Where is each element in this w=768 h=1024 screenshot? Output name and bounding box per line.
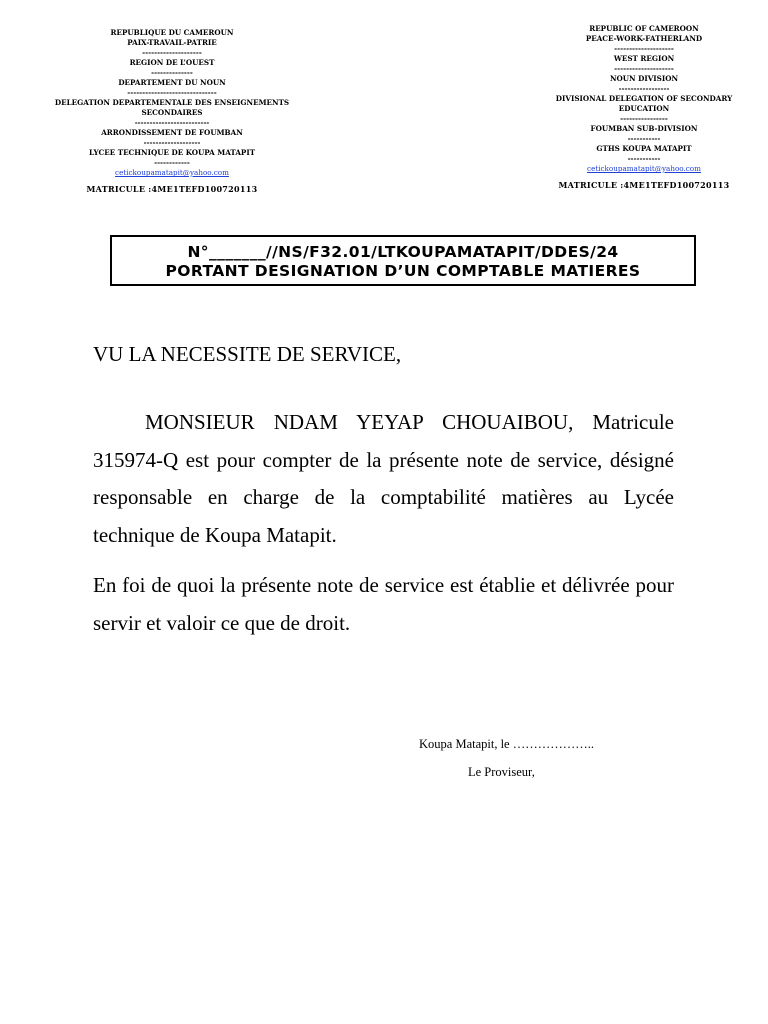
header-right-line: GTHS KOUPA MATAPIT — [596, 144, 692, 153]
header-left-separator: -------------- — [151, 68, 193, 77]
header-left-matricule: MATRICULE :4ME1TEFD100720113 — [86, 184, 258, 194]
header-right-line: PEACE-WORK-FATHERLAND — [585, 34, 703, 43]
header-right-separator: -------------------- — [614, 44, 674, 53]
closing-paragraph: En foi de quoi la présente note de service est établie et délivrée pour servir et valoir ce que de droit. — [93, 573, 674, 635]
header-left-line: DEPARTEMENT DU NOUN — [118, 78, 226, 87]
header-right-separator: -------------------- — [614, 64, 674, 73]
header-right-separator: ----------- — [627, 134, 661, 143]
document-subject: PORTANT DESIGNATION D’UN COMPTABLE MATIERES — [165, 262, 641, 280]
header-left-separator: -------------------- — [142, 48, 202, 57]
header-left-line: REPUBLIQUE DU CAMEROUN — [110, 28, 234, 37]
document-reference-number: N°_______//NS/F32.01/LTKOUPAMATAPIT/DDES/24 — [187, 243, 619, 261]
header-right-separator: ----------------- — [618, 84, 670, 93]
header-left-separator: ------------------- — [143, 138, 201, 147]
header-right-english — [552, 24, 736, 190]
header-left-line: PAIX-TRAVAIL-PATRIE — [127, 38, 217, 47]
header-right-line: NOUN DIVISION — [609, 74, 679, 83]
header-left-separator: ------------ — [154, 158, 190, 167]
header-right-line: FOUMBAN SUB-DIVISION — [590, 124, 698, 133]
header-left-line: DELEGATION DEPARTEMENTALE DES ENSEIGNEMENTS SECONDAIRES — [54, 98, 290, 117]
header-right-line: DIVISIONAL DELEGATION OF SECONDARY EDUCATION — [555, 94, 733, 113]
header-right-separator: ----------- — [627, 154, 661, 163]
header-left-line: REGION DE L’OUEST — [129, 58, 215, 67]
header-left-line: LYCEE TECHNIQUE DE KOUPA MATAPIT — [88, 148, 256, 157]
header-right-line: REPUBLIC OF CAMEROON — [589, 24, 699, 33]
designation-paragraph-text: MONSIEUR NDAM YEYAP CHOUAIBOU, Matricule 315974-Q est pour compter de la présente note de service, désigné responsable en charge de la comptabilité matières au Lycée technique de Koupa Matapit. — [93, 410, 674, 547]
header-left-email-link[interactable]: cetickoupamatapit@yahoo.com — [115, 168, 229, 177]
header-left-separator: ------------------------------ — [127, 88, 217, 97]
signature-role: Le Proviseur, — [468, 765, 535, 779]
document-title-box — [110, 235, 696, 286]
header-right-email-link[interactable]: cetickoupamatapit@yahoo.com — [587, 164, 701, 173]
preamble: VU LA NECESSITE DE SERVICE, — [93, 342, 402, 366]
header-right-matricule: MATRICULE :4ME1TEFD100720113 — [558, 180, 730, 190]
header-left-french — [52, 28, 292, 194]
header-right-separator: ---------------- — [620, 114, 668, 123]
signature-place-date: Koupa Matapit, le ……………….. — [419, 737, 594, 751]
header-left-line: ARRONDISSEMENT DE FOUMBAN — [101, 128, 243, 137]
designation-paragraph — [93, 404, 674, 554]
header-right-line: WEST REGION — [613, 54, 675, 63]
header-left-separator: ------------------------- — [134, 118, 210, 127]
